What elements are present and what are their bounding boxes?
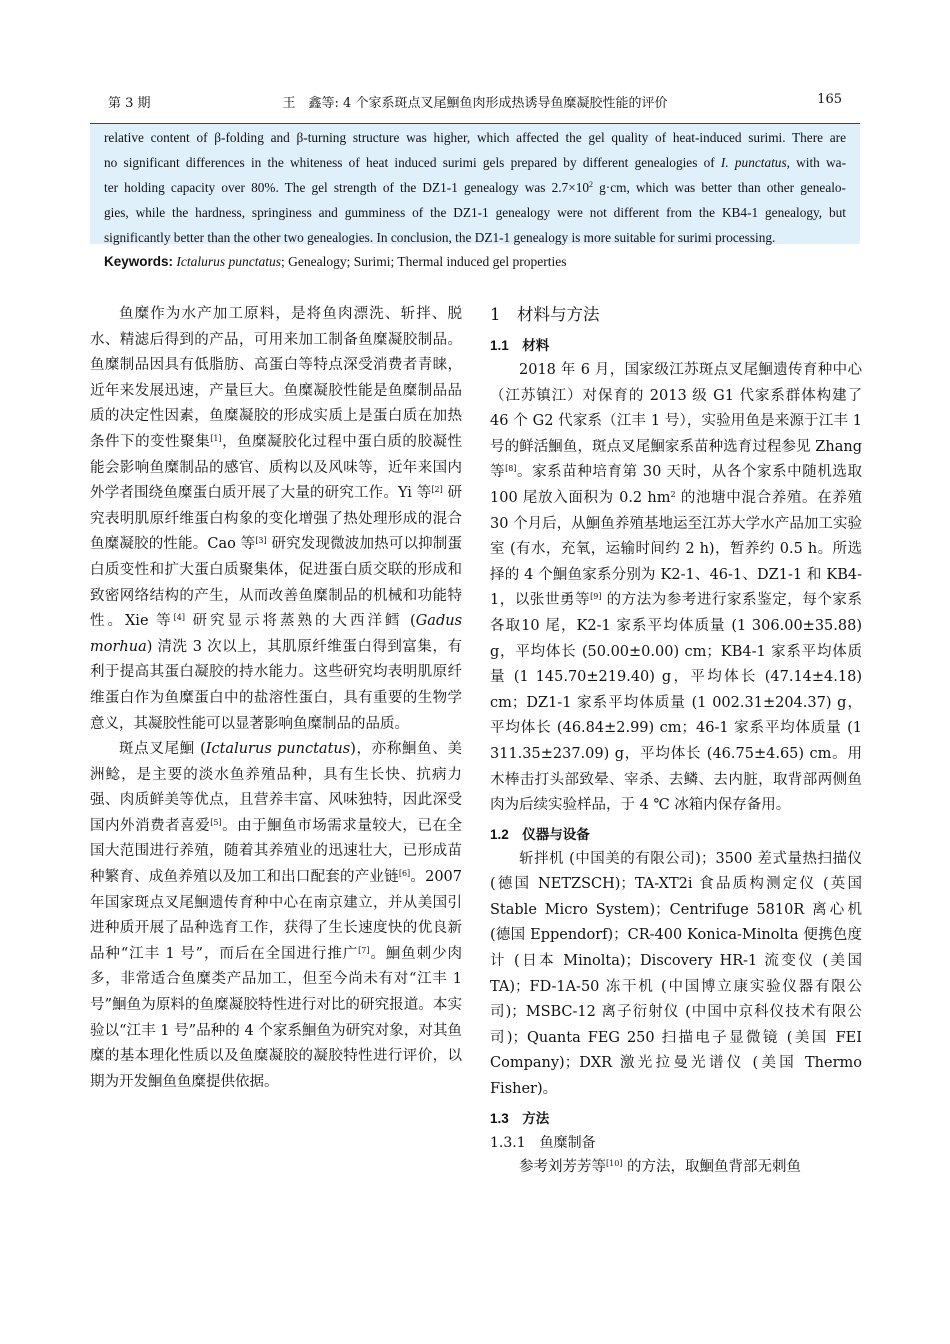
citation: [10]: [606, 1158, 623, 1168]
methods-paragraph: 参考刘芳芳等[10] 的方法，取鮰鱼背部无刺鱼: [519, 1158, 802, 1175]
keywords: [104, 254, 854, 270]
subsection-heading: 1.1 材料: [490, 338, 550, 353]
abstract-line: relative content of β-folding and β-turning structure was higher, which affected the gel quality of heat-induced surimi. There are: [104, 130, 846, 145]
intro-paragraph-1: 鱼糜作为水产加工原料，是将鱼肉漂洗、斩拌、脱水、精滤后得到的产品，可用来加工制备鱼糜凝胶制品。鱼糜制品因具有低脂肪、高蛋白等特点深受消费者青睐，近年来发展迅速，产量巨大。鱼糜凝胶性能是鱼糜制品品质的决定性因素，鱼糜凝胶的形成实质上是蛋白质在加热条件下的变性聚集[1]，鱼糜凝胶化过程中蛋白质的胶凝性能会影响鱼糜制品的感官、质构以及风味等，近年来国内外学者围绕鱼糜蛋白质开展了大量的研究工作。Yi 等[2] 研究表明肌原纤维蛋白构象的变化增强了热处理形成的混合鱼糜凝胶的性能。Cao 等[3] 研究发现微波加热可以抑制蛋白质变性和扩大蛋白质聚集体，促进蛋白质交联的形成和致密网络结构的产生，从而改善鱼糜制品的机械和功能特性。Xie 等[4] 研究显示将蒸熟的大西洋鳕 (Gadus morhua) 清洗 3 次以上，其肌原纤维蛋白得到富集，有利于提高其蛋白凝胶的持水能力。这些研究均表明肌原纤维蛋白作为鱼糜蛋白中的盐溶性蛋白，具有重要的生物学意义，其凝胶性能可以显著影响鱼糜制品的品质。: [90, 306, 463, 732]
running-header: [90, 84, 860, 124]
right-column: [490, 302, 862, 1180]
materials-paragraph: 2018 年 6 月，国家级江苏斑点叉尾鮰遗传育种中心（江苏镇江）对保育的 2013 级 G1 代家系群体构建了 46 个 G2 代家系（江丰 1 号），实验用鱼是来源于江丰 1 号的鲜活鮰鱼，斑点叉尾鮰家系苗种选育过程参见 Zhang 等[8]。家系苗种培育第 30 天时，从各个家系中随机选取 100 尾放入面积为 0.2 $hm^2$ 的池塘中混合养殖。在养殖 30 个月后，从鮰鱼养殖基地运至江苏大学水产品加工实验室 (有水，充氧，运输时间约 2 h)，暂养约 0.5 h。所选择的 4 个鮰鱼家系分别为 K2-1、46-1、DZ1-1 和 KB4-1，以张世勇等[9] 的方法为参考进行家系鉴定，每个家系各取10 尾，K2-1 家系平均体质量 (1 306.00±35.88) g，平均体长 (50.00±0.00) cm；KB4-1 家系平均体质量 (1 145.70±219.40) g，平均体长 (47.14±4.18) cm；DZ1-1 家系平均体质量 (1 002.31±204.37) g，平均体长 (46.84±2.99) cm；46-1 家系平均体质量 (1 311.35±237.09) g，平均体长 (46.75±4.65) cm。用木棒击打头部致晕、宰杀、去鳞、去内脏，取背部两侧鱼肉为后续实验样品，于 4 ℃ 冰箱内保存备用。: [490, 362, 863, 814]
keywords-list: ; Genealogy; Surimi; Thermal induced gel properties: [281, 254, 567, 269]
abstract-box: [90, 124, 860, 244]
section-heading: 1 材料与方法: [490, 305, 600, 324]
intro-paragraph-2: 斑点叉尾鮰 (Ictalurus punctatus)，亦称鮰鱼、美洲鲶，是主要的淡水鱼养殖品种，具有生长快、抗病力强、肉质鲜美等优点，且营养丰富、风味独特，因此深受国内外消费者喜爱[5]。由于鮰鱼市场需求量较大，已在全国大范围进行养殖，随着其养殖业的迅速壮大，已形成苗种繁育、成鱼养殖以及加工和出口配套的产业链[6]。2007 年国家斑点叉尾鮰遗传育种中心在南京建立，并从美国引进种质开展了品种选育工作，获得了生长速度快的优良新品种“江丰 1 号”，而后在全国进行推广[7]。鮰鱼刺少肉多，非常适合鱼糜类产品加工，但至今尚未有对“江丰 1 号”鮰鱼为原料的鱼糜凝胶特性进行对比的研究报道。本实验以“江丰 1 号”品种的 4 个家系鮰鱼为研究对象，对其鱼糜的基本理化性质以及鱼糜凝胶的凝胶特性进行评价，以期为开发鮰鱼鱼糜提供依据。: [90, 741, 463, 1090]
keywords-species: Ictalurus punctatus: [176, 254, 282, 269]
citation: [5]: [210, 817, 222, 827]
abstract-line: ter holding capacity over 80%. The gel strength of the DZ1-1 genealogy was $2.7\times 10^2$ g·cm, which was better than other genealo-: [104, 180, 846, 195]
abstract-line: significantly better than the other two genealogies. In conclusion, the DZ1-1 genealogy is more suitable for surimi processing.: [104, 230, 776, 245]
equipment-paragraph: 斩拌机 (中国美的有限公司)；3500 差式量热扫描仪 (德国 NETZSCH)；TA-XT2i 食品质构测定仪 (英国 Stable Micro System)；Centrifuge 5810R 离心机 (德国 Eppendorf)；CR-400 Konica-Minolta 便携色度计 (日本 Minolta)；Discovery HR-1 流变仪 (美国 TA)；FD-1A-50 冻干机 (中国博立康实验仪器有限公司)；MSBC-12 离子衍射仪 (中国中京科仪技术有限公司)；Quanta FEG 250 扫描电子显微镜 (美国 FEI Company)；DXR 激光拉曼光谱仪 (美国 Thermo Fisher)。: [490, 850, 862, 1098]
running-title: 王 鑫等: 4 个家系斑点叉尾鮰鱼肉形成热诱导鱼糜凝胶性能的评价: [282, 96, 668, 111]
citation: [6]: [398, 869, 411, 879]
subsubsection-heading: 1.3.1 鱼糜制备: [490, 1134, 596, 1151]
subsection-heading: 1.3 方法: [490, 1110, 550, 1126]
citation: [1]: [210, 433, 222, 443]
citation: [2]: [431, 485, 443, 495]
citation: [3]: [255, 536, 267, 546]
keywords-label: Keywords:: [104, 254, 174, 269]
page-number: 165: [817, 92, 842, 107]
issue-number: 第 3 期: [108, 96, 151, 111]
abstract-line: gies, while the hardness, springiness and gumminess of the DZ1-1 genealogy were not different from the KB4-1 genealogy, but: [104, 205, 846, 220]
subsection-heading: 1.2 仪器与设备: [490, 826, 590, 842]
citation: [8]: [505, 464, 517, 474]
citation: [9]: [590, 592, 602, 602]
left-column: [90, 302, 462, 1095]
citation: [4]: [173, 613, 185, 623]
abstract-line: no significant differences in the whiteness of heat induced surimi gels prepared by different genealogies of I. punctatus, with wa-: [104, 155, 846, 170]
citation: [7]: [358, 945, 370, 955]
